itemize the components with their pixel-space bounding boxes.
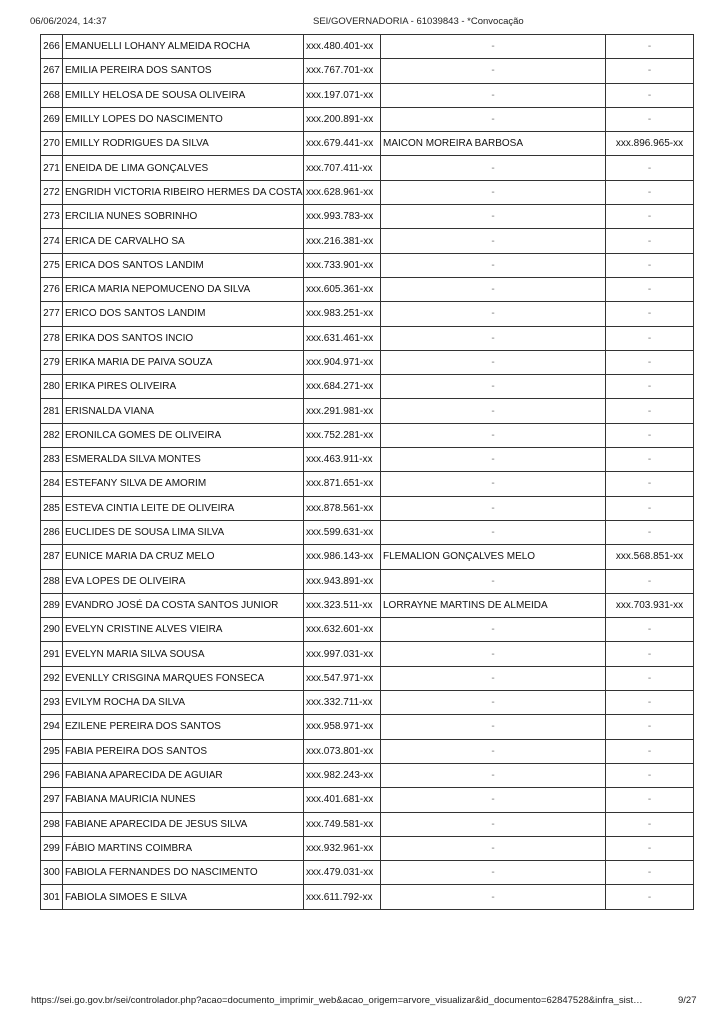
substitute-cpf: - [606,156,694,180]
candidate-cpf: xxx.463.911-xx [304,448,381,472]
candidate-name: ESTEVA CINTIA LEITE DE OLIVEIRA [63,496,304,520]
candidate-cpf: xxx.073.801-xx [304,739,381,763]
candidate-cpf: xxx.733.901-xx [304,253,381,277]
row-number: 282 [41,423,63,447]
substitute-cpf: - [606,642,694,666]
candidate-name: ERISNALDA VIANA [63,399,304,423]
candidate-name: ERIKA PIRES OLIVEIRA [63,375,304,399]
table-body [41,35,694,910]
substitute-cpf: - [606,812,694,836]
candidate-cpf: xxx.401.681-xx [304,788,381,812]
substitute-cpf: - [606,350,694,374]
table-row [41,812,694,836]
candidate-name: EZILENE PEREIRA DOS SANTOS [63,715,304,739]
substitute-cpf: - [606,423,694,447]
row-number: 288 [41,569,63,593]
row-number: 274 [41,229,63,253]
substitute-name: - [381,107,606,131]
row-number: 270 [41,132,63,156]
substitute-name: - [381,666,606,690]
candidate-name: ESTEFANY SILVA DE AMORIM [63,472,304,496]
table-row [41,326,694,350]
substitute-cpf: - [606,180,694,204]
substitute-name: - [381,59,606,83]
row-number: 279 [41,350,63,374]
row-number: 275 [41,253,63,277]
candidate-cpf: xxx.752.281-xx [304,423,381,447]
substitute-name: - [381,520,606,544]
candidate-cpf: xxx.767.701-xx [304,59,381,83]
row-number: 297 [41,788,63,812]
substitute-cpf: - [606,472,694,496]
substitute-name: - [381,375,606,399]
row-number: 269 [41,107,63,131]
substitute-cpf: - [606,739,694,763]
candidate-name: FÁBIO MARTINS COIMBRA [63,836,304,860]
table-row [41,350,694,374]
table-row [41,180,694,204]
candidate-name: ERIKA DOS SANTOS INCIO [63,326,304,350]
table-row [41,423,694,447]
substitute-name: - [381,205,606,229]
candidate-name: ERONILCA GOMES DE OLIVEIRA [63,423,304,447]
row-number: 277 [41,302,63,326]
candidate-name: EVANDRO JOSÉ DA COSTA SANTOS JUNIOR [63,593,304,617]
table-row [41,763,694,787]
page-number: 9/27 [678,995,697,1006]
candidate-cpf: xxx.291.981-xx [304,399,381,423]
row-number: 300 [41,861,63,885]
substitute-cpf: - [606,788,694,812]
row-number: 273 [41,205,63,229]
table-row [41,472,694,496]
substitute-cpf: - [606,448,694,472]
table-row [41,375,694,399]
substitute-cpf: - [606,885,694,909]
table-row [41,83,694,107]
row-number: 276 [41,277,63,301]
candidate-cpf: xxx.983.251-xx [304,302,381,326]
substitute-cpf: - [606,326,694,350]
substitute-name: - [381,253,606,277]
row-number: 295 [41,739,63,763]
candidate-name: ERIKA MARIA DE PAIVA SOUZA [63,350,304,374]
candidate-cpf: xxx.932.961-xx [304,836,381,860]
candidate-name: EVELYN MARIA SILVA SOUSA [63,642,304,666]
candidate-name: ENEIDA DE LIMA GONÇALVES [63,156,304,180]
substitute-name: - [381,642,606,666]
substitute-name: - [381,399,606,423]
table-row [41,691,694,715]
candidate-name: EMILLY HELOSA DE SOUSA OLIVEIRA [63,83,304,107]
candidate-cpf: xxx.323.511-xx [304,593,381,617]
row-number: 289 [41,593,63,617]
substitute-name: - [381,472,606,496]
substitute-name: - [381,83,606,107]
substitute-cpf: - [606,59,694,83]
substitute-cpf: - [606,229,694,253]
candidate-name: ERICA DE CARVALHO SA [63,229,304,253]
candidate-name: EVA LOPES DE OLIVEIRA [63,569,304,593]
substitute-cpf: xxx.896.965-xx [606,132,694,156]
substitute-name: - [381,448,606,472]
table-row [41,253,694,277]
row-number: 290 [41,618,63,642]
substitute-name: - [381,812,606,836]
substitute-cpf: - [606,83,694,107]
candidate-name: FABIOLA SIMOES E SILVA [63,885,304,909]
row-number: 281 [41,399,63,423]
table-row [41,107,694,131]
candidate-name: ERICO DOS SANTOS LANDIM [63,302,304,326]
candidate-name: FABIANA APARECIDA DE AGUIAR [63,763,304,787]
print-datetime: 06/06/2024, 14:37 [30,16,107,27]
candidate-cpf: xxx.480.401-xx [304,35,381,59]
table-row [41,35,694,59]
row-number: 296 [41,763,63,787]
candidate-cpf: xxx.628.961-xx [304,180,381,204]
substitute-cpf: - [606,763,694,787]
candidate-cpf: xxx.605.361-xx [304,277,381,301]
substitute-cpf: - [606,253,694,277]
table-row [41,739,694,763]
substitute-cpf: - [606,715,694,739]
candidate-cpf: xxx.997.031-xx [304,642,381,666]
substitute-cpf: - [606,107,694,131]
substitute-cpf: - [606,861,694,885]
table-row [41,788,694,812]
row-number: 285 [41,496,63,520]
substitute-cpf: - [606,496,694,520]
table-row [41,715,694,739]
candidate-cpf: xxx.332.711-xx [304,691,381,715]
substitute-name: - [381,156,606,180]
substitute-name: - [381,302,606,326]
substitute-name: - [381,618,606,642]
candidate-cpf: xxx.958.971-xx [304,715,381,739]
row-number: 294 [41,715,63,739]
candidate-name: ERCILIA NUNES SOBRINHO [63,205,304,229]
row-number: 301 [41,885,63,909]
candidate-cpf: xxx.599.631-xx [304,520,381,544]
substitute-cpf: - [606,836,694,860]
table-row [41,59,694,83]
candidate-name: ENGRIDH VICTORIA RIBEIRO HERMES DA COSTA [63,180,304,204]
table-row [41,156,694,180]
substitute-cpf: - [606,35,694,59]
candidate-name: EMILLY LOPES DO NASCIMENTO [63,107,304,131]
candidate-cpf: xxx.679.441-xx [304,132,381,156]
substitute-name: - [381,423,606,447]
table-row [41,545,694,569]
substitute-name: - [381,763,606,787]
substitute-cpf: - [606,302,694,326]
table-row [41,861,694,885]
table-row [41,302,694,326]
candidate-cpf: xxx.904.971-xx [304,350,381,374]
candidate-cpf: xxx.632.601-xx [304,618,381,642]
row-number: 292 [41,666,63,690]
table-row [41,593,694,617]
substitute-name: FLEMALION GONÇALVES MELO [381,545,606,569]
candidate-name: EUCLIDES DE SOUSA LIMA SILVA [63,520,304,544]
substitute-name: - [381,569,606,593]
candidate-name: EUNICE MARIA DA CRUZ MELO [63,545,304,569]
candidate-cpf: xxx.216.381-xx [304,229,381,253]
row-number: 280 [41,375,63,399]
candidate-cpf: xxx.878.561-xx [304,496,381,520]
candidate-name: FABIANE APARECIDA DE JESUS SILVA [63,812,304,836]
substitute-cpf: - [606,666,694,690]
substitute-name: - [381,326,606,350]
row-number: 271 [41,156,63,180]
row-number: 298 [41,812,63,836]
substitute-cpf: - [606,277,694,301]
table-row [41,666,694,690]
table-row [41,229,694,253]
row-number: 291 [41,642,63,666]
row-number: 293 [41,691,63,715]
substitute-name: MAICON MOREIRA BARBOSA [381,132,606,156]
candidate-cpf: xxx.707.411-xx [304,156,381,180]
substitute-cpf: - [606,618,694,642]
substitute-cpf: - [606,520,694,544]
substitute-cpf: - [606,691,694,715]
substitute-name: - [381,836,606,860]
convocation-table [40,34,694,910]
substitute-name: - [381,277,606,301]
candidate-cpf: xxx.982.243-xx [304,763,381,787]
substitute-name: - [381,496,606,520]
substitute-cpf: - [606,375,694,399]
table-row [41,496,694,520]
substitute-name: - [381,229,606,253]
candidate-name: FABIA PEREIRA DOS SANTOS [63,739,304,763]
candidate-name: EVILYM ROCHA DA SILVA [63,691,304,715]
table-row [41,132,694,156]
substitute-name: - [381,715,606,739]
candidate-cpf: xxx.479.031-xx [304,861,381,885]
candidate-name: FABIANA MAURICIA NUNES [63,788,304,812]
row-number: 266 [41,35,63,59]
substitute-name: - [381,691,606,715]
candidate-name: EVENLLY CRISGINA MARQUES FONSECA [63,666,304,690]
table-row [41,448,694,472]
candidate-cpf: xxx.749.581-xx [304,812,381,836]
substitute-name: - [381,788,606,812]
row-number: 284 [41,472,63,496]
candidate-name: FABIOLA FERNANDES DO NASCIMENTO [63,861,304,885]
row-number: 272 [41,180,63,204]
candidate-name: EMILLY RODRIGUES DA SILVA [63,132,304,156]
candidate-cpf: xxx.611.792-xx [304,885,381,909]
page-url: https://sei.go.gov.br/sei/controlador.php?acao=documento_imprimir_web&acao_origem=arvore_visualizar&id_documento=62847528&infra_sist… [31,995,643,1006]
candidate-cpf: xxx.986.143-xx [304,545,381,569]
row-number: 278 [41,326,63,350]
row-number: 287 [41,545,63,569]
substitute-cpf: - [606,399,694,423]
table-row [41,569,694,593]
candidate-cpf: xxx.871.651-xx [304,472,381,496]
row-number: 286 [41,520,63,544]
table-row [41,399,694,423]
document-title: SEI/GOVERNADORIA - 61039843 - *Convocação [313,16,524,27]
row-number: 299 [41,836,63,860]
table-row [41,520,694,544]
substitute-name: - [381,885,606,909]
substitute-name: - [381,350,606,374]
substitute-cpf: xxx.568.851-xx [606,545,694,569]
candidate-name: EMANUELLI LOHANY ALMEIDA ROCHA [63,35,304,59]
substitute-name: - [381,861,606,885]
row-number: 268 [41,83,63,107]
candidate-cpf: xxx.631.461-xx [304,326,381,350]
substitute-cpf: - [606,569,694,593]
candidate-name: EVELYN CRISTINE ALVES VIEIRA [63,618,304,642]
table-row [41,836,694,860]
substitute-cpf: - [606,205,694,229]
substitute-name: - [381,739,606,763]
candidate-cpf: xxx.547.971-xx [304,666,381,690]
candidate-name: ERICA MARIA NEPOMUCENO DA SILVA [63,277,304,301]
row-number: 283 [41,448,63,472]
candidate-cpf: xxx.993.783-xx [304,205,381,229]
candidate-cpf: xxx.197.071-xx [304,83,381,107]
candidate-cpf: xxx.200.891-xx [304,107,381,131]
table-row [41,618,694,642]
substitute-cpf: xxx.703.931-xx [606,593,694,617]
table-row [41,642,694,666]
table-row [41,205,694,229]
candidate-cpf: xxx.943.891-xx [304,569,381,593]
substitute-name: - [381,180,606,204]
table-row [41,885,694,909]
candidate-name: ESMERALDA SILVA MONTES [63,448,304,472]
substitute-name: - [381,35,606,59]
table-row [41,277,694,301]
row-number: 267 [41,59,63,83]
substitute-name: LORRAYNE MARTINS DE ALMEIDA [381,593,606,617]
candidate-name: ERICA DOS SANTOS LANDIM [63,253,304,277]
candidate-cpf: xxx.684.271-xx [304,375,381,399]
candidate-name: EMILIA PEREIRA DOS SANTOS [63,59,304,83]
